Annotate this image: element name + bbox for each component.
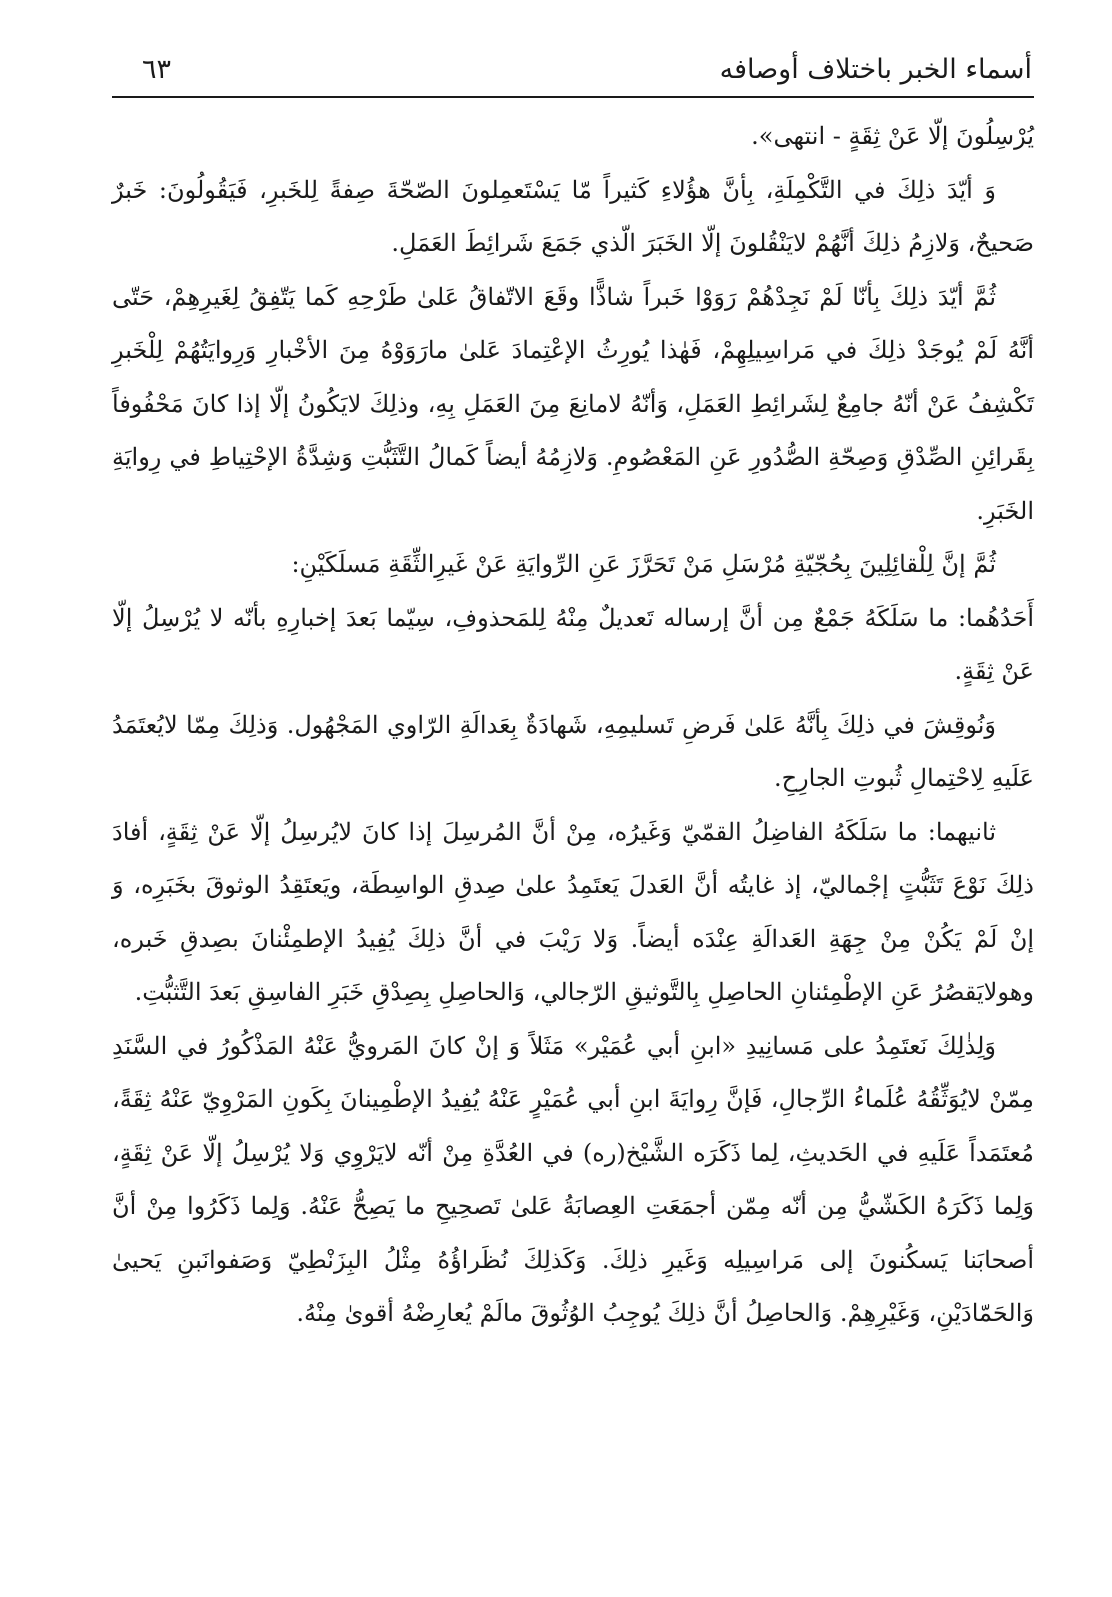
paragraph-4: ثُمَّ إنَّ لِلْقائِلِينَ بِحُجّيّةِ مُرْسَلِ مَنْ تَحَرَّزَ عَنِ الرِّوايَةِ عَنْ غَيرِالثِّقَةِ مَسلَكَيْنِ:: [291, 550, 996, 578]
paragraph-1: يُرْسِلُونَ إلّا عَنْ ثِقَةٍ - انتهى».: [751, 122, 1034, 150]
paragraph-2: وَ أيّدَ ذلِكَ في التَّكْمِلَةِ، بِأنَّ هؤُلاءِ كَثيراً مّا يَسْتَعمِلونَ الصّحّةَ صِفةً لِلخَبرِ، فَيَقُولُونَ: خَبرٌ صَحيحٌ، وَلازِمُ ذلِكَ أنَّهُمْ لايَنْقُلونَ إلّا الخَبَرَ الّذي جَمَعَ شَرائِطَ العَمَلِ.: [112, 175, 1034, 257]
paragraph-8: وَلِذٰلِكَ نَعتَمِدُ على مَسانِيدِ «ابنِ أبي عُمَيْر» مَثَلاً وَ إنْ كانَ المَرويُّ عَنْهُ المَذْكُورُ في السَّنَدِ مِمّنْ لايُوَثِّقُهُ عُلَماءُ الرِّجالِ، فَإنَّ رِوايَةَ ابنِ أبي عُمَيْرٍ عَنْهُ يُفِيدُ الإطْمِينانَ بِكَونِ المَرْوِيّ عَنْهُ ثِقَةً، مُعتَمَداً عَلَيهِ في الحَديثِ، لِما ذَكَرَه الشَّيْخ(ره) في العُدَّةِ مِنْ أنّه لايَرْوِي وَلا يُرْسِلُ إلّا عَنْ ثِقَةٍ، وَلِما ذَكَرَهُ الكَشّيُّ مِن أنّه مِمّن أجمَعَتِ العِصابَةُ عَلىٰ تَصحِيحِ ما يَصِحُّ عَنْهُ. وَلِما ذَكَرُوا مِنْ أنَّ أصحابَنا يَسكُنونَ إلى مَراسِيلِه وَغَيرِ ذلِكَ. وَكَذلِكَ نُظَراؤُهُ مِثْلُ البِزَنْطِيّ وَصَفوانَبنِ يَحيىٰ وَالحَمّادَيْنِ، وَغَيْرِهِمْ. وَالحاصِلُ أنَّ ذلِكَ يُوجِبُ الوُثُوقَ مالَمْ يُعارِضْهُ أقوىٰ مِنْهُ.: [112, 1031, 1034, 1327]
paragraph-6: وَنُوقِشَ في ذلِكَ بِأنَّهُ عَلىٰ فَرضِ تَسليمِهِ، شَهادَةٌ بِعَدالَةِ الرّاوي المَجْهُول. وَذلِكَ مِمّا لايُعتَمَدُ عَلَيهِ لِاحْتِمالِ ثُبوتِ الجارِحِ.: [112, 710, 1034, 792]
paragraph-7: ثانيهما: ما سَلَكَهُ الفاضِلُ القمّيّ وَغَيرُه، مِنْ أنَّ المُرسِلَ إذا كانَ لايُرسِلُ إلّا عَنْ ثِقَةٍ، أفادَ ذلِكَ نَوْعَ تَثَبُّتٍ إجْماليّ، إذ غايتُه أنَّ العَدلَ يَعتَمِدُ علىٰ صِدقِ الواسِطَة، ويَعتَقِدُ الوثوقَ بخَبَرِه، وَ إنْ لَمْ يَكُنْ مِنْ جِهَةِ العَدالَةِ عِنْدَه أيضاً. وَلا رَيْبَ في أنَّ ذلِكَ يُفِيدُ الإطمِئْنانَ بصِدقِ خَبره، وهولايَقصُرُ عَنِ الإطْمِئنانِ الحاصِلِ بِالتَّوثيقِ الرّجالي، وَالحاصِلِ بِصِدْقِ خَبَرِ الفاسِقِ بَعدَ التَّثبُّتِ.: [112, 817, 1034, 1006]
page-number: ٦٣: [142, 54, 172, 85]
paragraph-5: أَحَدُهُما: ما سَلَكَهُ جَمْعٌ مِن أنَّ إرساله تَعديلٌ مِنْهُ لِلمَحذوفِ، سِيّما بَعدَ إخبارِهِ بأنّه لا يُرْسِلُ إلّا عَنْ ثِقَةٍ.: [112, 603, 1034, 685]
body-text: [112, 110, 1034, 1341]
page-header: [112, 50, 1032, 94]
header-divider: [112, 96, 1034, 98]
running-title: أسماء الخبر باختلاف أوصافه: [719, 54, 1032, 85]
paragraph-3: ثُمَّ أيّدَ ذلِكَ بِأنّا لَمْ نَجِدْهُمْ رَوَوْا خَبراً شاذًّا وقَعَ الاتّفاقُ عَلىٰ طَرْحِهِ كَما يَتّفِقُ لِغَيرِهِمْ، حَتّى أنَّهُ لَمْ يُوجَدْ ذلِكَ في مَراسِيلِهِمْ، فَهٰذا يُورِثُ الإعْتِمادَ عَلىٰ مارَوَوْهُ مِنَ الأخْبارِ وَرِوايَتُهُمْ لِلْخَبرِ تَكْشِفُ عَنْ أنّهُ جامِعٌ لِشَرائِطِ العَمَلِ، وَأنّهُ لامانِعَ مِنَ العَمَلِ بِهِ، وذلِكَ لايَكُونُ إلّا إذا كانَ مَحْفُوفاً بِقَرائِنِ الصِّدْقِ وَصِحّةِ الصُّدُورِ عَنِ المَعْصُومِ. وَلازِمُهُ أيضاً كَمالُ التَّثَبُّتِ وَشِدَّةُ الإحْتِياطِ في رِوايَةِ الخَبَرِ.: [112, 282, 1034, 525]
